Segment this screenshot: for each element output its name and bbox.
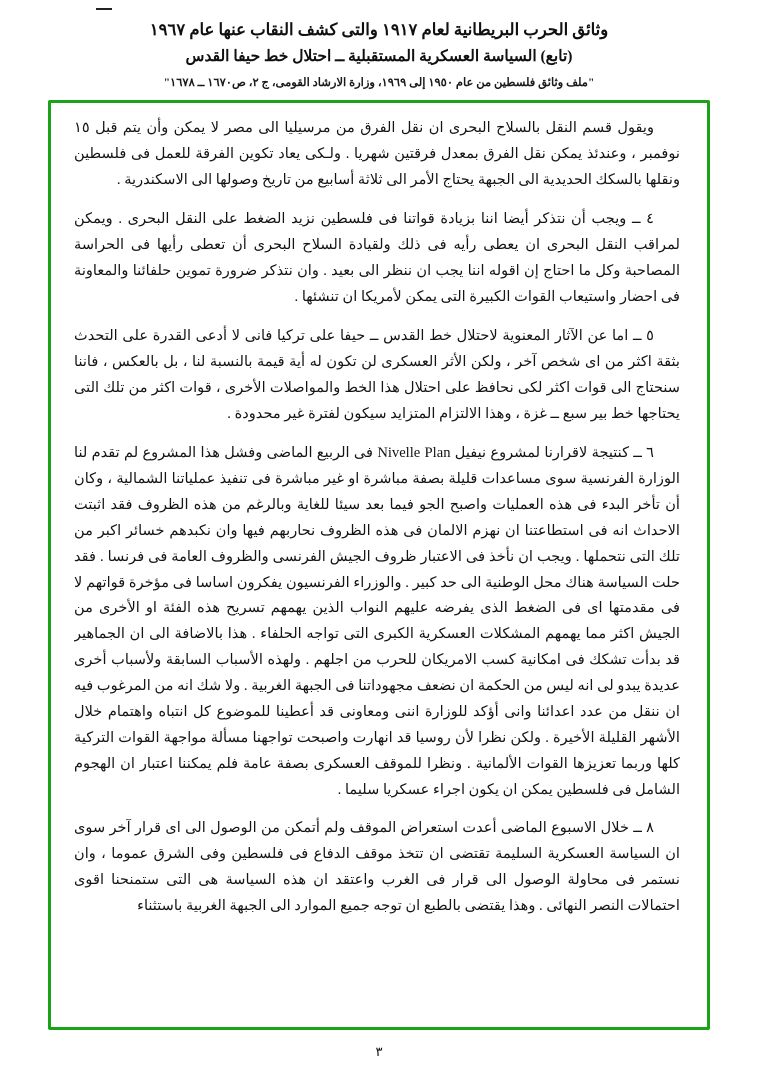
page-number: ٣ (375, 1044, 383, 1059)
paragraph: ٦ ــ كنتيجة لاقرارنا لمشروع نيفيل Nivelle Plan فى الربيع الماضى وفشل هذا المشروع لم تقدم لنا الوزارة الفرنسية سوى مساعدات قليلة بصفة مباشرة او غير مباشرة فى تنفيذ عملياتنا الشمالية ، وكان أن تأخر البدء فى هذه العمليات واصبح الجو فيما بعد سيئا للغاية وبالرغم من هذه الظروف فقد اثبتت الاحداث انه فى استطاعتنا ان نهزم الالمان فى هذه الظروف نحاربهم فيها وان نكبدهم خسائر اكبر من تلك التى نتحملها . ويجب ان نأخذ فى الاعتبار ظروف الجيش الفرنسى والظروف العامة فى فرنسا . فقد حلت السياسة هناك محل الوطنية الى حد كبير . والوزراء الفرنسيون يفكرون اساسا فى مؤخرة قواتهم لا فى مقدمتها اى فى الضغط الذى يفرضه عليهم النواب الذين يهمهم تسريح هذه الفئة او الأخرى من الجيش اكثر مما يهمهم المشكلات العسكرية الكبرى التى تواجه الحلفاء . هذا بالاضافة الى ان الجماهير قد بدأت تشكك فى امكانية كسب الامريكان للحرب من اجلهم . ولهذه الأسباب السابقة ولأسباب أخرى عديدة يبدو لى انه ليس من الحكمة ان نضعف مجهوداتنا فى الجبهة الغربية . ولا شك انه من المرغوب فيه ان ننقل من عدد اعدائنا وانى أؤكد للوزارة اننى ومعاونى قد أعطينا للموضوع كل انتباه واهتمام خلال الأشهر القليلة الأخيرة . ولكن نظرا لأن روسيا قد انهارت واصبحت تواجهنا مسألة مواجهة القوات التركية كلها وربما تعزيزها القوات الألمانية . ونظرا للموقف العسكرى بصفة عامة فلم يمكننا اعتبار ان الهجوم الشامل فى فلسطين يمكن ان يكون اجراء عسكريا سليما . (74, 444, 680, 799)
page-crop-mark (96, 8, 112, 10)
page-header (0, 18, 758, 89)
document-title-main: وثائق الحرب البريطانية لعام ١٩١٧ والتى كشف النقاب عنها عام ١٩٦٧ (149, 20, 609, 39)
paragraph: ٤ ــ ويجب أن نتذكر أيضا اننا بزيادة قواتنا فى فلسطين نزيد الضغط على النقل البحرى . ويمكن لمراقب النقل البحرى ان يعطى رأيه فى ذلك ولقيادة السلاح البحرى أن تعطى رأيها فى الحراسة المصاحبة وكل ما احتاج إن اقوله اننا يجب ان ننظر الى بعيد . وان نتذكر ضرورة تموين حلفائنا والمعاونة فى احضار واستيعاب القوات الكبيرة التى يمكن لأمريكا ان تنشئها . (74, 210, 680, 305)
document-body (74, 116, 680, 1014)
paragraph: ويقول قسم النقل بالسلاح البحرى ان نقل الفرق من مرسيليا الى مصر لا يمكن وأن يتم قبل ١٥ نوفمبر ، وعندئذ يمكن نقل الفرق بمعدل فرقتين شهريا . ولـكى يعاد تكوين الفرقة للعمل فى فلسطين ونقلها بالسكك الحديدية الى الجبهة يحتاج الأمر الى ثلاثة أسابيع من تاريخ وصولها الى الاسكندرية . (74, 120, 680, 188)
paragraph: ٨ ــ خلال الاسبوع الماضى أعدت استعراض الموقف ولم أتمكن من الوصول الى اى قرار آخر سوى ان السياسة العسكرية السليمة تقتضى ان تتخذ موقف الدفاع فى فلسطين وفى الشرق عموما ، وان نستمر فى محاولة الوصول الى قرار فى الغرب واعتقد ان هذه السياسة هى التى ستمنحنا اقوى احتمالات النصر النهائى . وهذا يقتضى بالطبع ان توجه جميع الموارد الى الجبهة الغربية باستثناء (74, 820, 680, 915)
paragraph: ٥ ــ اما عن الآثار المعنوية لاحتلال خط القدس ــ حيفا على تركيا فانى لا أدعى القدرة على التحدث بثقة اكثر من اى شخص آخر ، ولكن الأثر العسكرى لن تكون له أية قيمة بالنسبة لنا ، بل بالعكس ، فاننا سنحتاج الى قوات اكثر لكى نحافظ على احتلال هذا الخط والمواصلات الأخرى ، قوات اكثر من تلك التى يحتاجها خط بير سبع ــ غزة ، وهذا الالتزام المتزايد سيكون لفترة غير محدودة . (74, 327, 680, 422)
document-source-line: "ملف وثائق فلسطين من عام ١٩٥٠ إلى ١٩٦٩، وزارة الارشاد القومى، ج ٢، ص١٦٧٠ ــ ١٦٧٨" (163, 76, 595, 89)
document-title-sub: (تابع) السياسة العسكرية المستقبلية ــ احتلال خط حيفا القدس (185, 47, 573, 65)
